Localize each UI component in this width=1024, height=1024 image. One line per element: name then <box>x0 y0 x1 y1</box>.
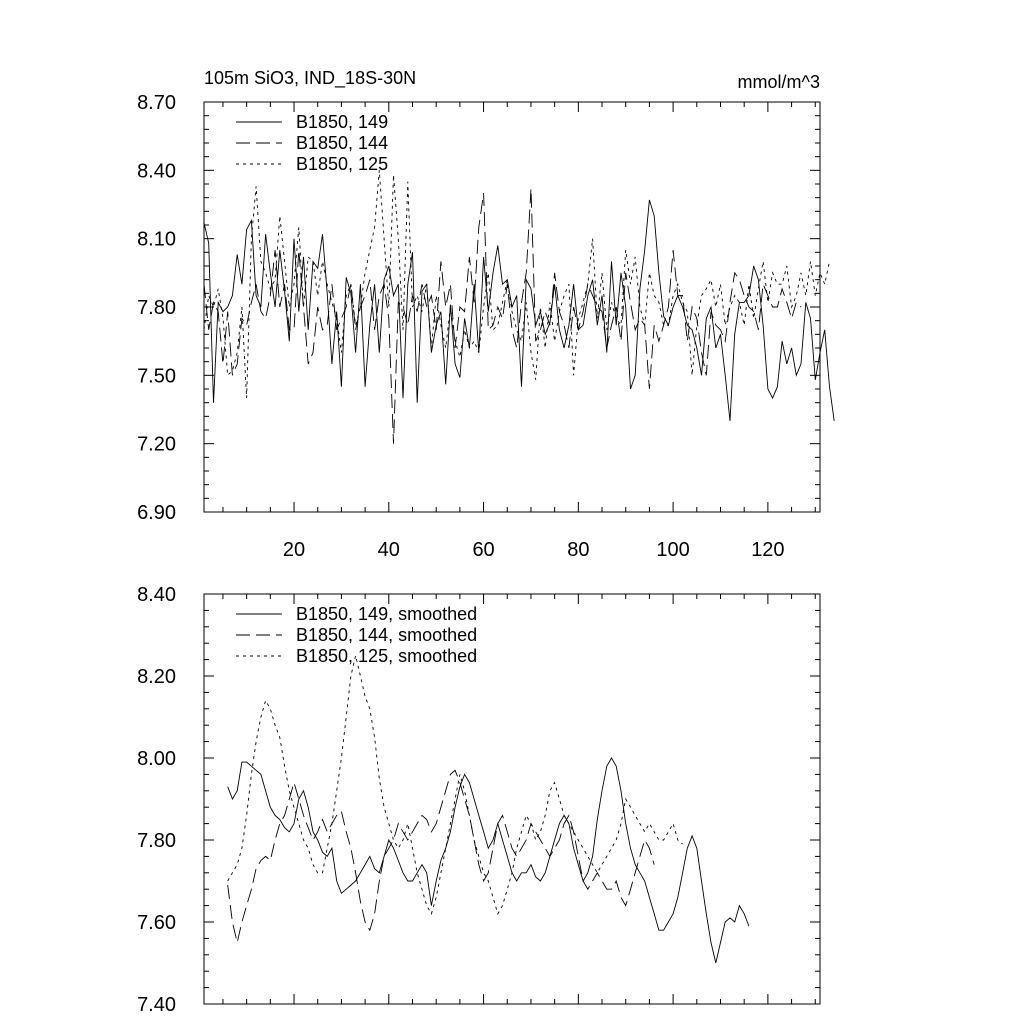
legend-label: B1850, 125 <box>296 154 389 174</box>
y-tick-label: 7.20 <box>137 433 176 456</box>
top-legend <box>236 112 388 174</box>
x-tick-label: 40 <box>377 539 400 561</box>
y-tick-label: 7.80 <box>137 830 176 852</box>
y-tick-label: 8.40 <box>137 160 176 183</box>
y-tick-label: 8.10 <box>137 228 176 251</box>
y-tick-label: 8.70 <box>137 92 176 114</box>
y-tick-label: 6.90 <box>137 502 176 524</box>
x-tick-label: 80 <box>567 539 590 561</box>
legend-label: B1850, 144 <box>296 133 389 153</box>
bottom-panel <box>137 584 820 1016</box>
bottom-series-lines <box>228 656 749 964</box>
x-tick-label: 60 <box>472 539 495 561</box>
y-tick-label: 7.40 <box>137 994 176 1016</box>
series-line-b1850-125-smoothed <box>228 656 683 914</box>
x-tick-label: 120 <box>751 539 785 561</box>
chart-units-label: mmol/m^3 <box>737 72 820 92</box>
x-tick-label: 20 <box>282 539 306 561</box>
y-tick-label: 8.20 <box>137 666 176 688</box>
legend-label: B1850, 149 <box>296 112 389 132</box>
y-tick-label: 8.00 <box>137 748 176 770</box>
series-line-b1850-144-smoothed <box>228 770 655 942</box>
top-panel <box>137 68 834 561</box>
top-x-tick-labels <box>283 539 785 561</box>
top-y-tick-labels <box>137 92 176 524</box>
legend-label: B1850, 144, smoothed <box>296 625 478 645</box>
y-tick-label: 7.60 <box>137 912 176 934</box>
y-tick-label: 7.80 <box>137 297 176 319</box>
y-tick-label: 7.50 <box>137 365 176 388</box>
chart-title-left: 105m SiO3, IND_18S-30N <box>204 68 417 88</box>
series-line-b1850-149-smoothed <box>228 758 749 963</box>
legend-label: B1850, 149, smoothed <box>296 604 478 624</box>
bottom-y-tick-labels <box>137 584 176 1016</box>
series-line-b1850-149 <box>204 200 834 421</box>
x-tick-label: 100 <box>656 539 690 561</box>
series-line-b1850-144 <box>204 189 801 444</box>
bottom-legend <box>236 604 477 666</box>
y-tick-label: 8.40 <box>137 584 176 606</box>
legend-label: B1850, 125, smoothed <box>296 646 478 666</box>
top-series-lines <box>204 170 834 443</box>
series-line-b1850-125 <box>204 170 830 398</box>
